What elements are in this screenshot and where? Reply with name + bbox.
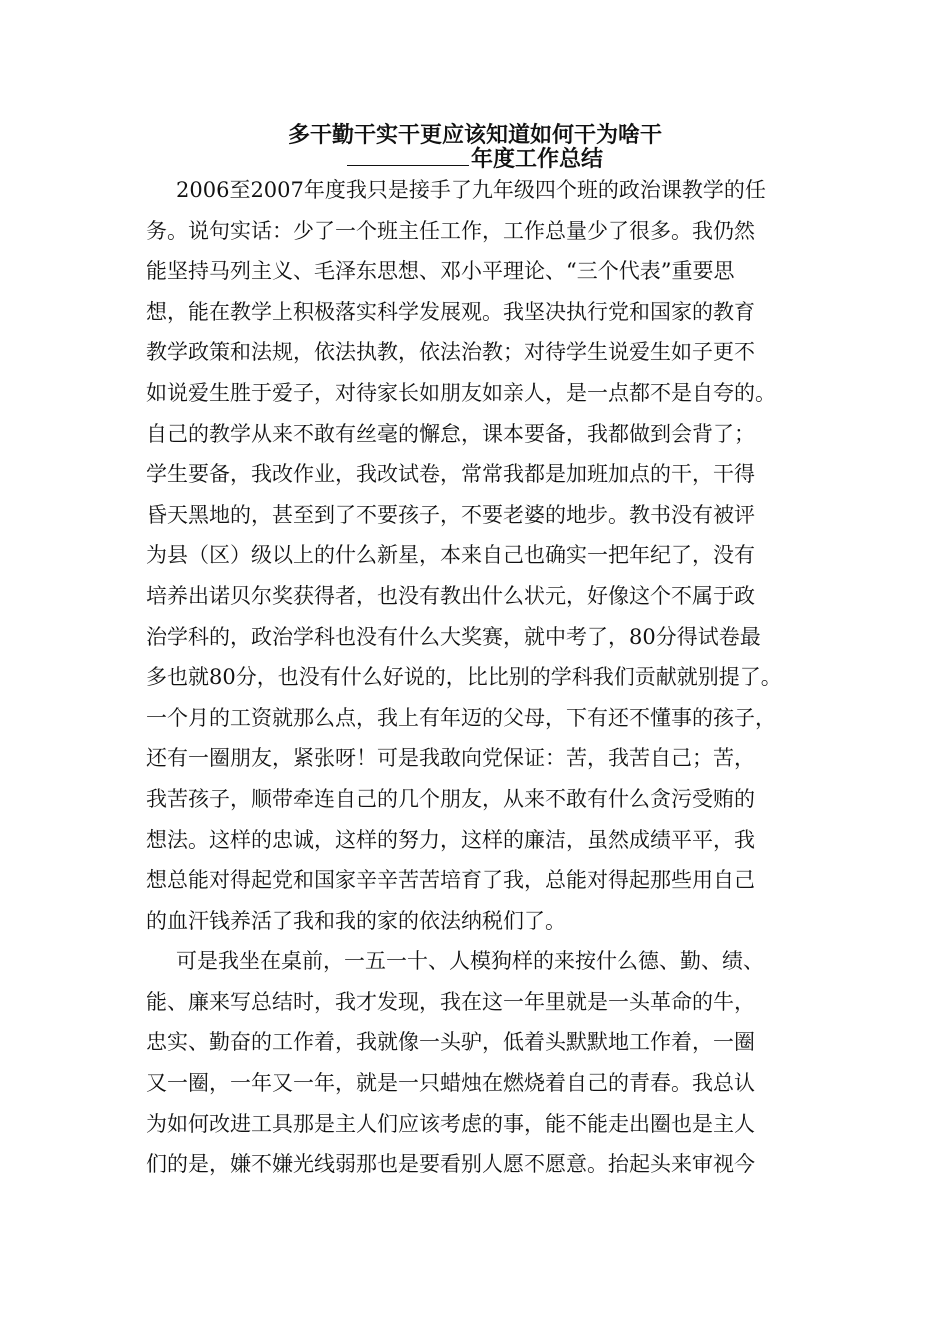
- body-line: 务。说句实话：少了一个班主任工作，工作总量少了很多。我仍然: [146, 218, 755, 243]
- body-line: 我苦孩子，顺带牵连自己的几个朋友，从来不敢有什么贪污受贿的: [146, 786, 755, 811]
- body-line: 想法。这样的忠诚，这样的努力，这样的廉洁，虽然成绩平平，我: [146, 827, 755, 852]
- body-line: 想，能在教学上积极落实科学发展观。我坚决执行党和国家的教育: [146, 299, 755, 324]
- body-line: 可是我坐在桌前，一五一十、人模狗样的来按什么德、勤、绩、: [176, 949, 764, 974]
- body-line: 为如何改进工具那是主人们应该考虑的事，能不能走出圈也是主人: [146, 1111, 755, 1136]
- body-line: 能坚持马列主义、毛泽东思想、邓小平理论、“三个代表”重要思: [146, 259, 735, 284]
- body-line: 2006至2007年度我只是接手了九年级四个班的政治课教学的任: [176, 178, 766, 202]
- body-line: 自己的教学从来不敢有丝毫的懈怠，课本要备，我都做到会背了；: [146, 421, 755, 446]
- body-line: 如说爱生胜于爱子，对待家长如朋友如亲人，是一点都不是自夸的。: [146, 380, 776, 405]
- body-line: 又一圈，一年又一年，就是一只蜡烛在燃烧着自己的青春。我总认: [146, 1071, 755, 1096]
- body-line: 想总能对得起党和国家辛辛苦苦培育了我，总能对得起那些用自己: [146, 868, 755, 893]
- title-blank-underline: [347, 147, 469, 166]
- body-line: 培养出诺贝尔奖获得者，也没有教出什么状元，好像这个不属于政: [146, 583, 755, 608]
- body-line: 们的是，嫌不嫌光线弱那也是要看别人愿不愿意。抬起头来审视今: [146, 1152, 755, 1177]
- body-line: 学生要备，我改作业，我改试卷，常常我都是加班加点的干，干得: [146, 462, 755, 487]
- document-body: [146, 170, 826, 1185]
- body-line: 能、廉来写总结时，我才发现，我在这一年里就是一头革命的牛，: [146, 989, 755, 1014]
- body-line: 教学政策和法规，依法执教，依法治教；对待学生说爱生如子更不: [146, 340, 755, 365]
- body-line: 为县（区）级以上的什么新星，本来自己也确实一把年纪了，没有: [146, 543, 755, 568]
- body-line: 治学科的，政治学科也没有什么大奖赛，就中考了，80分得试卷最: [146, 624, 761, 649]
- body-line: 多也就80分，也没有什么好说的，比比别的学科我们贡献就别提了。: [146, 665, 782, 690]
- body-line: 忠实、勤奋的工作着，我就像一头驴，低着头默默地工作着，一圈: [146, 1030, 755, 1055]
- document-title: 多干勤干实干更应该知道如何干为啥干: [287, 123, 662, 148]
- body-line: 一个月的工资就那么点，我上有年迈的父母，下有还不懂事的孩子，: [146, 705, 776, 730]
- body-line: 的血汗钱养活了我和我的家的依法纳税们了。: [146, 908, 566, 933]
- body-line: 昏天黑地的，甚至到了不要孩子，不要老婆的地步。教书没有被评: [146, 502, 755, 527]
- document-subtitle-text: 年度工作总结: [470, 147, 603, 172]
- body-line: 还有一圈朋友，紧张呀！可是我敢向党保证：苦，我苦自己；苦，: [146, 746, 755, 771]
